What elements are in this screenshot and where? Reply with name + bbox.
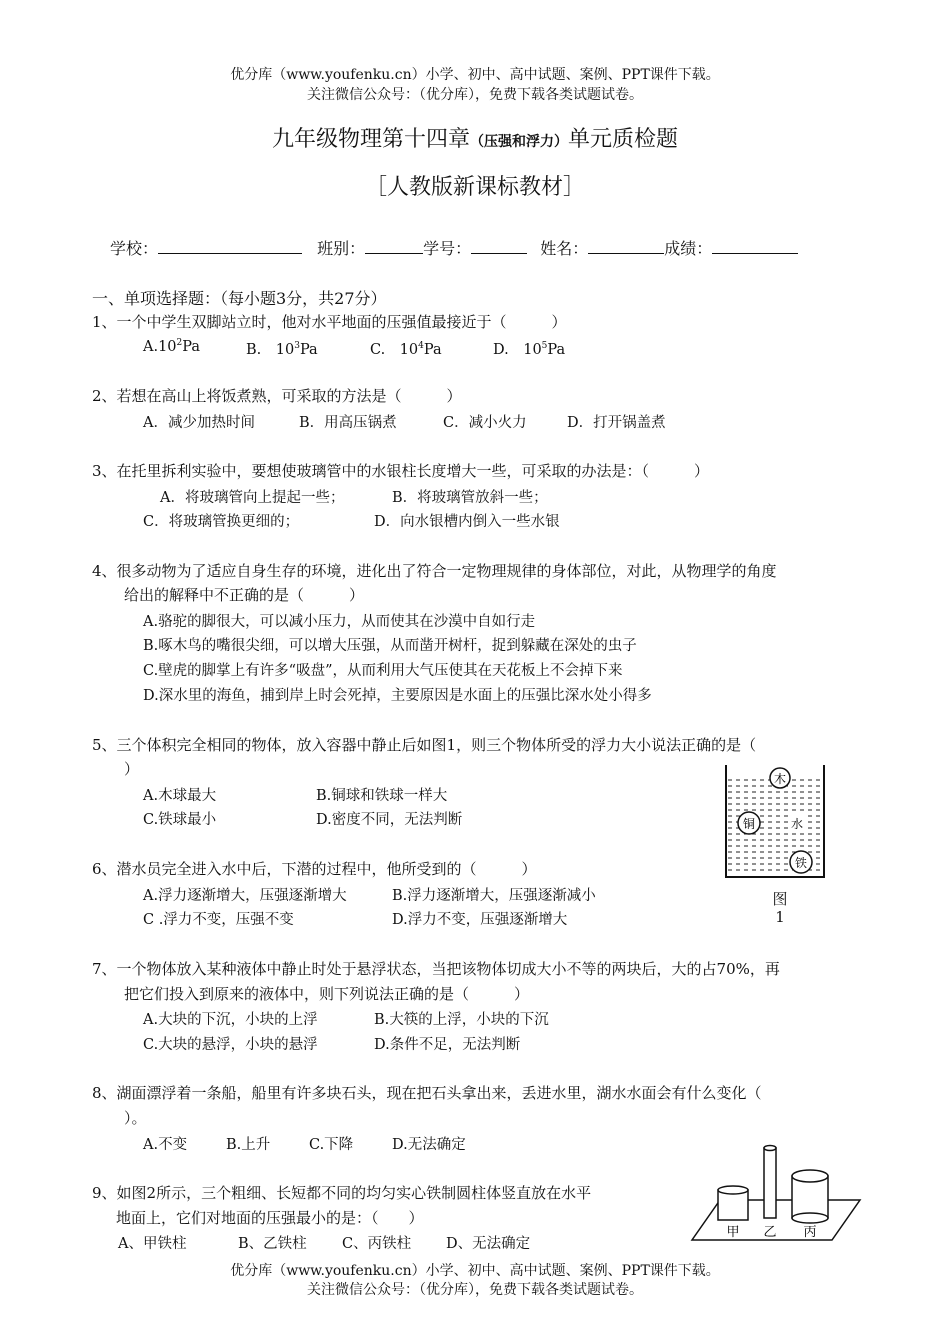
q2-option-d: D．打开锅盖煮 <box>567 415 666 431</box>
figure-2 <box>690 1140 870 1248</box>
class-field[interactable] <box>365 239 423 254</box>
q1-option-a: $A.10^2Pa$ <box>143 338 201 355</box>
q8-stem-line2: ）。 <box>124 1109 147 1127</box>
cylinder-yi <box>764 1148 776 1218</box>
footer-line-1: 优分库（www.youfenku.cn）小学、初中、高中试题、案例、PPT课件下载。 <box>230 1263 720 1279</box>
q1-option-b: B. $10^3Pa$ <box>246 341 318 358</box>
q3-option-d: D．向水银槽内倒入一些水银 <box>374 514 560 530</box>
school-field[interactable] <box>158 239 302 254</box>
q8-stem-line1: 8、湖面漂浮着一条船，船里有许多块石头，现在把石头拿出来，丢进水里，湖水水面会有什么变化（ <box>92 1084 762 1102</box>
copper-label: 铜 <box>742 817 756 831</box>
cylinder-jia-top <box>718 1186 748 1194</box>
q2-option-b: B．用高压锅煮 <box>299 415 397 431</box>
figure-1-caption-line1: 图 <box>772 890 788 908</box>
score-field[interactable] <box>712 239 798 254</box>
title-main: 九年级物理第十四章 <box>271 127 470 152</box>
q9-stem-line1: 9、如图2所示，三个粗细、长短都不同的均匀实心铁制圆柱体竖直放在水平 <box>92 1184 592 1202</box>
wood-label: 木 <box>773 772 787 786</box>
q2-option-c: C．减小火力 <box>443 415 527 431</box>
q2-stem: 2、若想在高山上将饭煮熟，可采取的方法是（ ） <box>92 387 462 405</box>
label-bing: 丙 <box>803 1225 817 1240</box>
q9-stem-line2: 地面上，它们对地面的压强最小的是：（ ） <box>116 1209 424 1227</box>
water-label: 水 <box>790 817 804 831</box>
footer-line-2: 关注微信公众号：（优分库），免费下载各类试题试卷。 <box>307 1282 643 1298</box>
q6-option-c: C .浮力不变，压强不变 <box>143 912 294 928</box>
q7-stem-line2: 把它们投入到原来的液体中，则下列说法正确的是（ ） <box>124 985 530 1003</box>
q4-option-d: D.深水里的海鱼，捕到岸上时会死掉，主要原因是水面上的压强比深水处小得多 <box>143 688 652 704</box>
school-label: 学校： <box>110 239 159 258</box>
class-label: 班别： <box>317 239 366 258</box>
cylinder-bing-base <box>792 1213 828 1223</box>
q3-option-c: C．将玻璃管换更细的； <box>143 514 300 530</box>
q3-stem: 3、在托里拆利实验中，要想使玻璃管中的水银柱长度增大一些，可采取的办法是：（ ） <box>92 462 710 480</box>
cylinder-bing-top <box>792 1170 828 1182</box>
section-heading: 一、单项选择题：（每小题3分，共27分） <box>92 289 387 308</box>
label-yi: 乙 <box>763 1225 777 1240</box>
q5-stem-line2: ） <box>124 760 140 778</box>
q5-stem-line1: 5、三个体积完全相同的物体，放入容器中静止后如图1，则三个物体所受的浮力大小说法正确的是（ <box>92 736 757 754</box>
q4-option-c: C.壁虎的脚掌上有许多“吸盘”，从而利用大气压使其在天花板上不会掉下来 <box>143 663 623 679</box>
q8-option-d: D.无法确定 <box>392 1137 466 1153</box>
page-title <box>0 122 950 153</box>
q6-option-b: B.浮力逐渐增大，压强逐渐减小 <box>392 888 596 904</box>
q4-stem-line1: 4、很多动物为了适应自身生存的环境，进化出了符合一定物理规律的身体部位，对此，从物理学的角度 <box>92 562 777 580</box>
q7-option-a: A.大块的下沉，小块的上浮 <box>143 1012 318 1028</box>
q5-option-b: B.铜球和铁球一样大 <box>316 788 448 804</box>
q1-stem: 1、一个中学生双脚站立时，他对水平地面的压强值最接近于（ ） <box>92 313 567 331</box>
q1-option-c: C. $10^4Pa$ <box>370 341 442 358</box>
q5-option-d: D.密度不同，无法判断 <box>316 812 463 828</box>
q7-option-b: B.大筷的上浮，小块的下沉 <box>374 1012 549 1028</box>
iron-label: 铁 <box>794 856 808 870</box>
figure-1 <box>720 765 830 880</box>
q7-option-d: D.条件不足，无法判断 <box>374 1037 521 1053</box>
q8-option-b: B.上升 <box>226 1137 271 1153</box>
number-label: 学号： <box>423 239 472 258</box>
q8-option-a: A.不变 <box>143 1137 188 1153</box>
q9-option-c: C、丙铁柱 <box>342 1236 412 1252</box>
q6-option-d: D.浮力不变，压强逐渐增大 <box>392 912 568 928</box>
q7-stem-line1: 7、一个物体放入某种液体中静止时处于悬浮状态，当把该物体切成大小不等的两块后，大的占70%，再 <box>92 960 780 978</box>
q6-stem: 6、潜水员完全进入水中后，下潜的过程中，他所受到的（ ） <box>92 860 537 878</box>
q9-option-d: D、无法确定 <box>446 1236 531 1252</box>
student-info-row <box>110 236 798 259</box>
header-line-1: 优分库（www.youfenku.cn）小学、初中、高中试题、案例、PPT课件下载。 <box>230 67 720 83</box>
q9-option-a: A、甲铁柱 <box>118 1236 187 1252</box>
title-suffix: 单元质检题 <box>568 127 679 152</box>
q9-option-b: B、乙铁柱 <box>238 1236 307 1252</box>
name-field[interactable] <box>588 239 664 254</box>
figure-1-container-drawing <box>720 765 830 880</box>
q4-option-b: B.啄木鸟的嘴很尖细，可以增大压强，从而凿开树杆，捉到躲藏在深处的虫子 <box>143 638 637 654</box>
q5-option-a: A.木球最大 <box>143 788 217 804</box>
q7-option-c: C.大块的悬浮，小块的悬浮 <box>143 1037 318 1053</box>
title-topic: （压强和浮力） <box>470 134 568 150</box>
figure-1-caption-line2: 1 <box>775 908 785 926</box>
name-label: 姓名： <box>540 239 589 258</box>
q3-option-a: A．将玻璃管向上提起一些； <box>160 490 345 506</box>
q2-option-a: A．减少加热时间 <box>143 415 255 431</box>
label-jia: 甲 <box>726 1225 740 1240</box>
q4-option-a: A.骆驼的脚很大，可以减小压力，从而使其在沙漠中自如行走 <box>143 614 536 630</box>
q8-option-c: C.下降 <box>309 1137 354 1153</box>
q3-option-b: B．将玻璃管放斜一些； <box>392 490 548 506</box>
q1-option-d: D. $10^5Pa$ <box>493 341 566 358</box>
figure-2-cylinders-drawing <box>690 1140 870 1248</box>
q4-stem-line2: 给出的解释中不正确的是（ ） <box>124 586 365 604</box>
q6-option-a: A.浮力逐渐增大，压强逐渐增大 <box>143 888 347 904</box>
cylinder-yi-top <box>764 1146 776 1151</box>
q5-option-c: C.铁球最小 <box>143 812 217 828</box>
header-line-2: 关注微信公众号：（优分库），免费下载各类试题试卷。 <box>307 87 643 103</box>
score-label: 成绩： <box>664 239 713 258</box>
number-field[interactable] <box>471 239 527 254</box>
page-subtitle: ［人教版新课标教材］ <box>364 175 585 200</box>
